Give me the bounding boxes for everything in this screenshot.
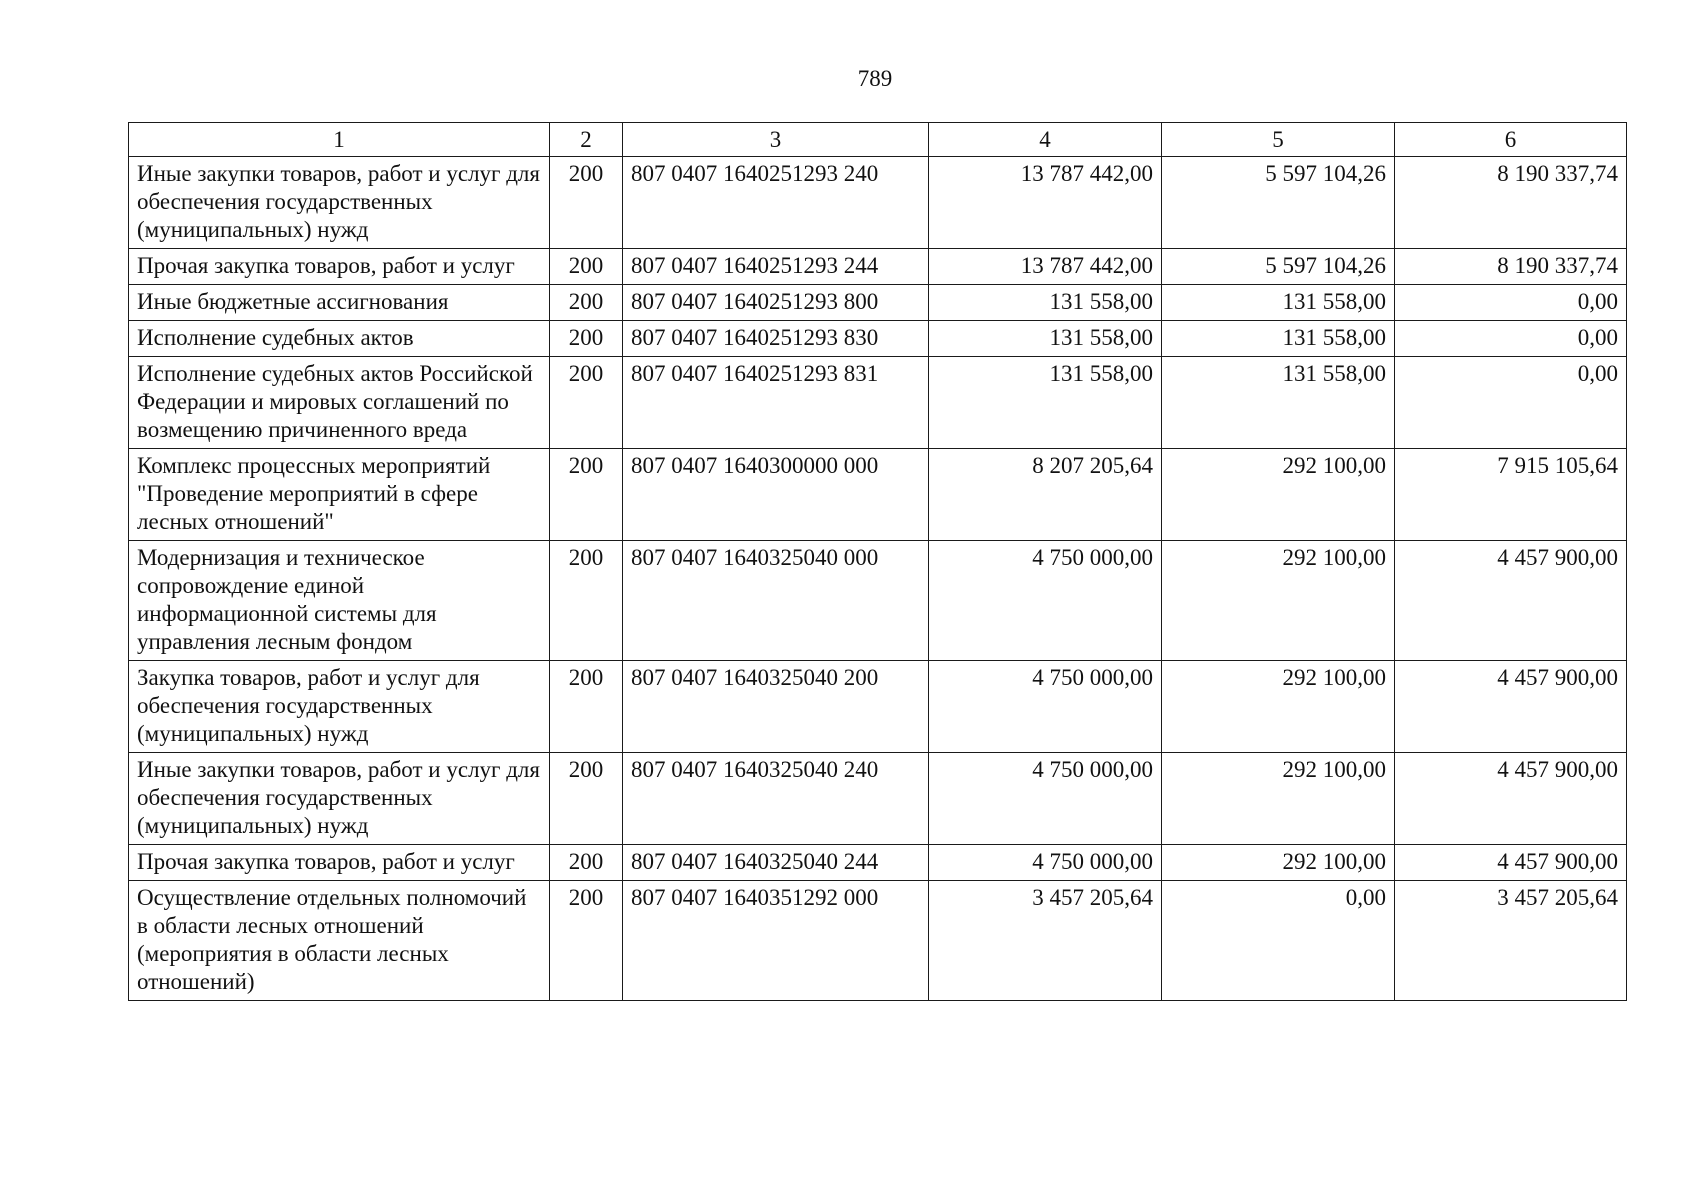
row-unexecuted: 8 190 337,74 bbox=[1395, 157, 1627, 249]
row-name: Исполнение судебных актов Российской Федерации и мировых соглашений по возмещению причиненного вреда bbox=[129, 357, 550, 449]
row-executed: 131 558,00 bbox=[1162, 321, 1395, 357]
row-executed: 131 558,00 bbox=[1162, 285, 1395, 321]
row-approved: 131 558,00 bbox=[929, 285, 1162, 321]
row-kbk: 807 0407 1640251293 244 bbox=[623, 249, 929, 285]
column-number-4: 4 bbox=[929, 123, 1162, 157]
row-unexecuted: 4 457 900,00 bbox=[1395, 845, 1627, 881]
row-unexecuted: 0,00 bbox=[1395, 285, 1627, 321]
row-unexecuted: 3 457 205,64 bbox=[1395, 881, 1627, 1001]
row-code: 200 bbox=[550, 449, 623, 541]
table-row bbox=[129, 881, 1627, 1001]
table-row bbox=[129, 357, 1627, 449]
table-row bbox=[129, 661, 1627, 753]
table-row bbox=[129, 321, 1627, 357]
table-row bbox=[129, 753, 1627, 845]
row-kbk: 807 0407 1640351292 000 bbox=[623, 881, 929, 1001]
row-kbk: 807 0407 1640325040 240 bbox=[623, 753, 929, 845]
row-executed: 0,00 bbox=[1162, 881, 1395, 1001]
table-row bbox=[129, 157, 1627, 249]
row-unexecuted: 4 457 900,00 bbox=[1395, 541, 1627, 661]
row-approved: 13 787 442,00 bbox=[929, 157, 1162, 249]
row-unexecuted: 4 457 900,00 bbox=[1395, 661, 1627, 753]
row-unexecuted: 0,00 bbox=[1395, 321, 1627, 357]
row-name: Комплекс процессных мероприятий "Проведение мероприятий в сфере лесных отношений" bbox=[129, 449, 550, 541]
column-number-3: 3 bbox=[623, 123, 929, 157]
row-code: 200 bbox=[550, 845, 623, 881]
row-kbk: 807 0407 1640251293 800 bbox=[623, 285, 929, 321]
row-kbk: 807 0407 1640325040 000 bbox=[623, 541, 929, 661]
row-executed: 292 100,00 bbox=[1162, 753, 1395, 845]
row-code: 200 bbox=[550, 753, 623, 845]
row-unexecuted: 8 190 337,74 bbox=[1395, 249, 1627, 285]
row-code: 200 bbox=[550, 541, 623, 661]
column-number-row bbox=[129, 123, 1627, 157]
row-name: Закупка товаров, работ и услуг для обеспечения государственных (муниципальных) нужд bbox=[129, 661, 550, 753]
column-number-1: 1 bbox=[129, 123, 550, 157]
row-name: Прочая закупка товаров, работ и услуг bbox=[129, 249, 550, 285]
row-name: Исполнение судебных актов bbox=[129, 321, 550, 357]
row-kbk: 807 0407 1640251293 240 bbox=[623, 157, 929, 249]
row-name: Прочая закупка товаров, работ и услуг bbox=[129, 845, 550, 881]
row-code: 200 bbox=[550, 357, 623, 449]
column-number-6: 6 bbox=[1395, 123, 1627, 157]
table-row bbox=[129, 541, 1627, 661]
row-name: Иные закупки товаров, работ и услуг для обеспечения государственных (муниципальных) нужд bbox=[129, 753, 550, 845]
row-name: Модернизация и техническое сопровождение единой информационной системы для управления лесным фондом bbox=[129, 541, 550, 661]
row-executed: 5 597 104,26 bbox=[1162, 157, 1395, 249]
row-code: 200 bbox=[550, 157, 623, 249]
row-approved: 4 750 000,00 bbox=[929, 661, 1162, 753]
row-kbk: 807 0407 1640325040 200 bbox=[623, 661, 929, 753]
row-kbk: 807 0407 1640251293 831 bbox=[623, 357, 929, 449]
budget-execution-table bbox=[128, 122, 1627, 1001]
row-approved: 4 750 000,00 bbox=[929, 541, 1162, 661]
row-name: Иные закупки товаров, работ и услуг для обеспечения государственных (муниципальных) нужд bbox=[129, 157, 550, 249]
row-approved: 131 558,00 bbox=[929, 321, 1162, 357]
column-number-5: 5 bbox=[1162, 123, 1395, 157]
row-kbk: 807 0407 1640300000 000 bbox=[623, 449, 929, 541]
row-approved: 8 207 205,64 bbox=[929, 449, 1162, 541]
row-unexecuted: 0,00 bbox=[1395, 357, 1627, 449]
row-executed: 131 558,00 bbox=[1162, 357, 1395, 449]
row-name: Осуществление отдельных полномочий в области лесных отношений (мероприятия в области лесных отношений) bbox=[129, 881, 550, 1001]
row-executed: 292 100,00 bbox=[1162, 449, 1395, 541]
row-approved: 4 750 000,00 bbox=[929, 845, 1162, 881]
page-number: 789 bbox=[857, 66, 893, 91]
table-row bbox=[129, 845, 1627, 881]
row-approved: 13 787 442,00 bbox=[929, 249, 1162, 285]
row-code: 200 bbox=[550, 881, 623, 1001]
row-kbk: 807 0407 1640325040 244 bbox=[623, 845, 929, 881]
row-executed: 292 100,00 bbox=[1162, 541, 1395, 661]
row-approved: 131 558,00 bbox=[929, 357, 1162, 449]
row-code: 200 bbox=[550, 661, 623, 753]
column-number-2: 2 bbox=[550, 123, 623, 157]
row-code: 200 bbox=[550, 321, 623, 357]
table-row bbox=[129, 285, 1627, 321]
row-approved: 3 457 205,64 bbox=[929, 881, 1162, 1001]
row-name: Иные бюджетные ассигнования bbox=[129, 285, 550, 321]
row-unexecuted: 4 457 900,00 bbox=[1395, 753, 1627, 845]
table-row bbox=[129, 249, 1627, 285]
row-code: 200 bbox=[550, 249, 623, 285]
row-approved: 4 750 000,00 bbox=[929, 753, 1162, 845]
table-row bbox=[129, 449, 1627, 541]
row-executed: 292 100,00 bbox=[1162, 661, 1395, 753]
row-executed: 5 597 104,26 bbox=[1162, 249, 1395, 285]
row-kbk: 807 0407 1640251293 830 bbox=[623, 321, 929, 357]
row-unexecuted: 7 915 105,64 bbox=[1395, 449, 1627, 541]
row-code: 200 bbox=[550, 285, 623, 321]
row-executed: 292 100,00 bbox=[1162, 845, 1395, 881]
